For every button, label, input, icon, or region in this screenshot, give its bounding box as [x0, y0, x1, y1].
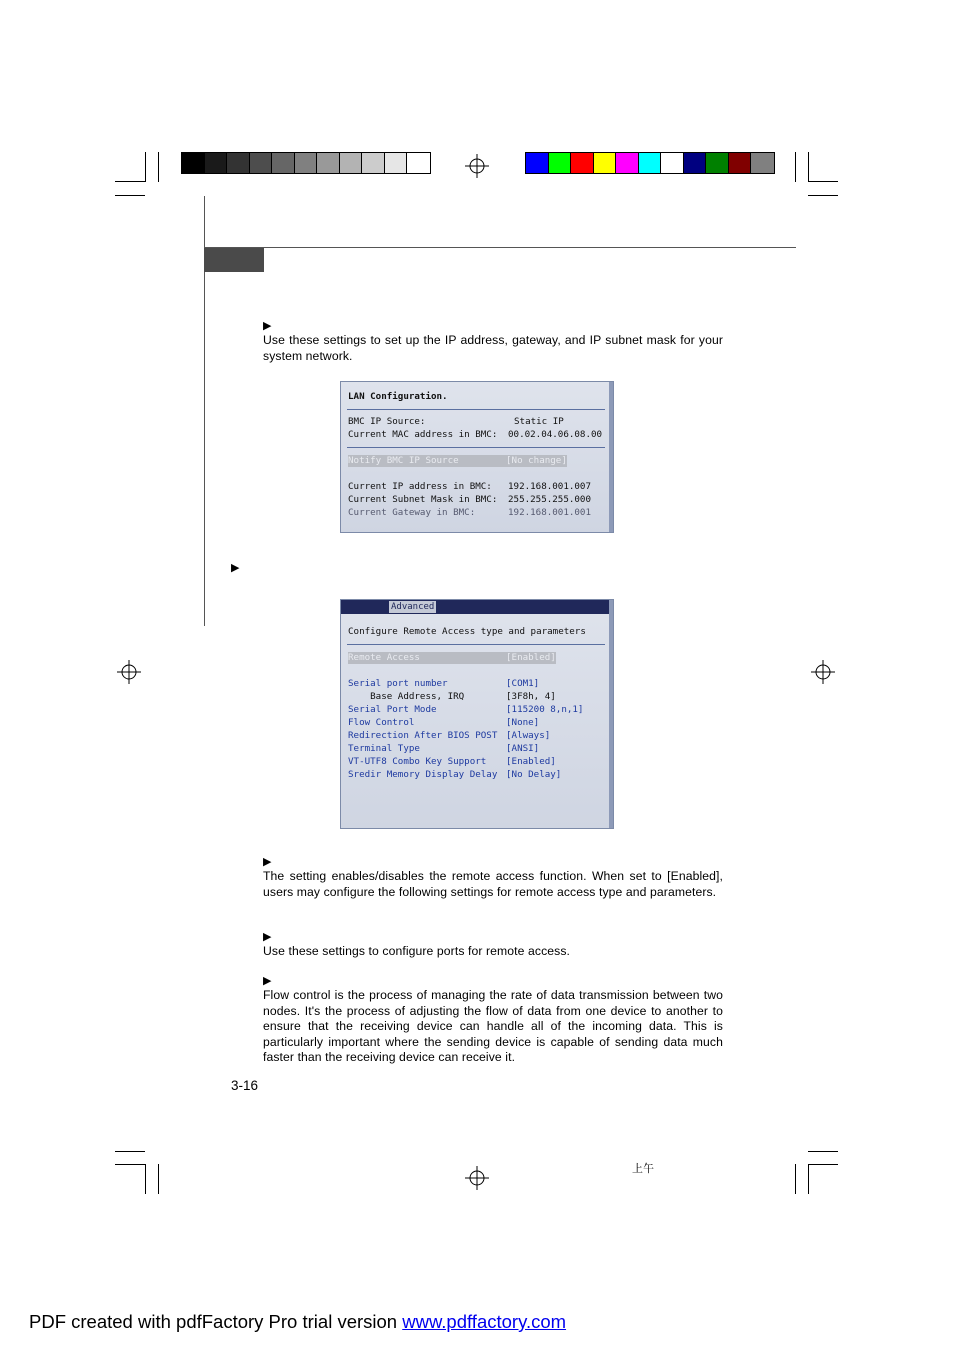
color-swatch — [594, 153, 617, 173]
color-swatch — [706, 153, 729, 173]
crop-mark — [808, 1151, 838, 1152]
bullet-arrow-icon: ▶ — [263, 930, 272, 943]
color-swatch — [295, 153, 318, 173]
bios-row[interactable]: Sredir Memory Display Delay [No Delay] — [348, 769, 562, 780]
color-calibration-strip — [525, 152, 775, 174]
bios-row[interactable]: VT-UTF8 Combo Key Support [Enabled] — [348, 756, 556, 767]
registration-mark-icon — [465, 154, 489, 178]
crop-mark — [808, 195, 838, 196]
bullet-arrow-icon: ▶ — [263, 974, 272, 987]
color-swatch — [385, 153, 408, 173]
bios-title: Configure Remote Access type and parameters — [348, 626, 586, 637]
crop-mark — [115, 181, 145, 182]
bios-row: Current Subnet Mask in BMC: 255.255.255.000 — [348, 494, 591, 505]
crop-mark — [808, 1164, 809, 1194]
color-swatch — [526, 153, 549, 173]
crop-mark — [808, 181, 838, 182]
registration-mark-icon — [811, 660, 835, 684]
color-swatch — [571, 153, 594, 173]
flow-control-description: Flow control is the process of managing the rate of data transmission between two nodes. It's the process of adjusting the flow of data from one device to another to ensure that the receiving device can handle all of the incoming data. This is particularly important where the sending device is capable of sending data much faster than the receiving device can receive it. — [263, 988, 723, 1065]
color-swatch — [227, 153, 250, 173]
bios-row: BMC IP Source: Static IP — [348, 416, 564, 427]
crop-mark — [795, 1164, 796, 1194]
tab-advanced[interactable]: Advanced — [391, 602, 435, 612]
bios-highlight-row[interactable]: Notify BMC IP Source [No change] — [348, 455, 567, 466]
footer-text: PDF created with pdfFactory Pro trial version — [29, 1311, 403, 1332]
crop-mark — [115, 195, 145, 196]
color-swatch — [639, 153, 662, 173]
crop-mark — [145, 152, 146, 182]
bios-row[interactable]: Serial Port Mode [115200 8,n,1] — [348, 704, 584, 715]
remote-access-description: The setting enables/disables the remote access function. When set to [Enabled], users may configure the following settings for remote access type and parameters. — [263, 869, 723, 899]
bullet-arrow-icon: ▶ — [263, 855, 272, 868]
bios-row[interactable]: Terminal Type [ANSI] — [348, 743, 540, 754]
bios-row[interactable]: Redirection After BIOS POST [Always] — [348, 730, 551, 741]
print-slug: 上午 — [632, 1162, 654, 1175]
color-swatch — [729, 153, 752, 173]
bullet-arrow-icon: ▶ — [231, 561, 240, 574]
color-swatch — [340, 153, 363, 173]
bios-row: Base Address, IRQ [3F8h, 4] — [348, 691, 556, 702]
lan-configuration-screenshot — [340, 381, 614, 533]
color-swatch — [661, 153, 684, 173]
bios-row[interactable]: Serial port number [COM1] — [348, 678, 540, 689]
bios-row: Current Gateway in BMC: 192.168.001.001 — [348, 507, 591, 518]
pdf-footer — [29, 1311, 566, 1333]
color-swatch — [549, 153, 572, 173]
pdffactory-link[interactable]: www.pdffactory.com — [402, 1311, 567, 1332]
color-swatch — [362, 153, 385, 173]
crop-mark — [145, 1164, 146, 1194]
bios-row[interactable]: Flow Control [None] — [348, 717, 540, 728]
crop-mark — [808, 152, 809, 182]
color-swatch — [272, 153, 295, 173]
color-swatch — [250, 153, 273, 173]
header-rule — [204, 247, 796, 248]
color-swatch — [182, 153, 205, 173]
page-number: 3-16 — [231, 1078, 259, 1093]
bios-highlight-row[interactable]: Remote Access [Enabled] — [348, 652, 556, 663]
color-swatch — [684, 153, 707, 173]
crop-mark — [115, 1164, 145, 1165]
lan-description: Use these settings to set up the IP address, gateway, and IP subnet mask for your system network. — [263, 333, 723, 363]
bullet-arrow-icon: ▶ — [263, 319, 272, 332]
crop-mark — [808, 1164, 838, 1165]
serial-port-description: Use these settings to configure ports for remote access. — [263, 944, 571, 958]
color-swatch — [616, 153, 639, 173]
bios-title: LAN Configuration. — [348, 391, 448, 402]
crop-mark — [115, 1151, 145, 1152]
bios-row: Current MAC address in BMC: 00.02.04.06.08.00 — [348, 429, 603, 440]
color-swatch — [205, 153, 228, 173]
remote-access-screenshot — [340, 599, 614, 829]
crop-mark — [795, 152, 796, 182]
registration-mark-icon — [117, 660, 141, 684]
color-swatch — [751, 153, 774, 173]
chapter-tab — [204, 248, 264, 272]
registration-mark-icon — [465, 1166, 489, 1190]
color-swatch — [317, 153, 340, 173]
crop-mark — [158, 1164, 159, 1194]
color-swatch — [407, 153, 430, 173]
grayscale-calibration-strip — [181, 152, 431, 174]
bios-row: Current IP address in BMC: 192.168.001.007 — [348, 481, 591, 492]
crop-mark — [158, 152, 159, 182]
